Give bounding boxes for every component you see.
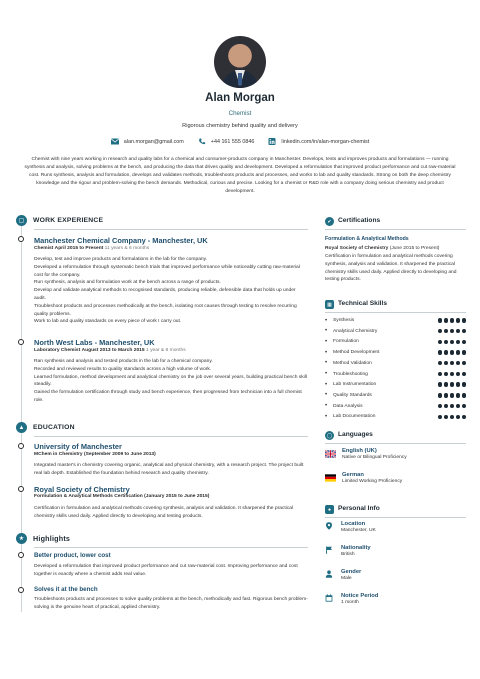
bullet-icon: • — [325, 413, 328, 420]
skill-rating — [438, 329, 466, 333]
rating-dot — [450, 340, 454, 344]
rating-dot — [462, 393, 466, 397]
list-item: Develop and validate analytical methods to recognised standards, producing reliable, defensible data that holds up under audit. — [34, 288, 296, 301]
skill-row — [325, 380, 466, 389]
job-bullets-1 — [34, 256, 308, 326]
graduation-cap-icon: ▲ — [16, 422, 27, 433]
rating-dot — [438, 361, 442, 365]
timeline-dot — [18, 486, 24, 492]
education-meta-1 — [34, 452, 156, 457]
personal-item-gender — [325, 569, 361, 581]
language-item-english — [325, 448, 407, 460]
rating-dot — [444, 340, 448, 344]
skill-row — [325, 359, 466, 368]
uk-flag-icon — [325, 450, 336, 458]
candidate-name: Alan Morgan — [205, 92, 275, 104]
rating-dot — [450, 318, 454, 322]
linkedin-icon — [268, 138, 276, 145]
email-text: alan.morgan@gmail.com — [123, 138, 184, 145]
certification-dates: (June 2015 to Present) — [389, 246, 440, 251]
briefcase-icon: ▢ — [16, 215, 27, 226]
skill-row — [325, 337, 466, 346]
language-level: Native or Bilingual Proficiency — [342, 455, 407, 460]
rating-dot — [462, 318, 466, 322]
skill-name: Analytical Chemistry — [333, 328, 378, 334]
rating-dot — [450, 350, 454, 354]
rating-dot — [450, 404, 454, 408]
rating-dot — [456, 393, 460, 397]
rating-dot — [450, 415, 454, 419]
skill-name: Quality Standards — [333, 392, 372, 398]
highlight-title-2: Solves it at the bench — [34, 586, 98, 593]
personal-label: Gender — [341, 569, 362, 575]
skill-rating — [438, 350, 466, 354]
timeline-dot — [18, 339, 24, 345]
skill-row — [325, 412, 466, 421]
education-title: EDUCATION — [33, 424, 75, 431]
bullet-icon: • — [325, 392, 328, 399]
bullet-icon: • — [325, 371, 328, 377]
personal-value: Manchester, UK — [341, 528, 376, 533]
skill-name: Method Development — [333, 350, 380, 356]
section-divider — [325, 229, 466, 230]
personal-info-title: Personal Info — [338, 505, 380, 512]
star-icon: ★ — [16, 533, 27, 544]
rating-dot — [462, 415, 466, 419]
education-dates-1: (September 2009 to June 2013) — [84, 452, 156, 457]
list-item: Gained the formulation certification through study and bench experience, then progressed from technician into a full chemist role. — [34, 390, 302, 403]
certification-issuer-line — [325, 245, 466, 253]
certification-text: Certification in formulation and analytical methods covering synthesis, analysis and validation. It sharpened the practical chemistry skills used daily. Applied directly to developing and testing products. — [325, 254, 457, 283]
rating-dot — [456, 329, 460, 333]
skill-rating — [438, 372, 466, 376]
languages-title: Languages — [338, 431, 373, 438]
calendar-icon — [325, 594, 333, 602]
list-item: Ran synthesis and analysis and tested products in the lab for a chemical company. — [34, 359, 213, 364]
rating-dot — [444, 350, 448, 354]
job-title-2: North West Labs - Manchester, UK — [34, 338, 155, 347]
rating-dot — [450, 372, 454, 376]
rating-dot — [444, 318, 448, 322]
section-divider — [34, 229, 308, 230]
skill-rating — [438, 340, 466, 344]
rating-dot — [456, 340, 460, 344]
bullet-icon: • — [325, 317, 328, 324]
timeline-dot — [18, 443, 24, 449]
education-header — [16, 422, 75, 433]
skill-name: Data Analysis — [333, 403, 363, 409]
person-icon — [325, 570, 333, 578]
job-duration-2: 1 year & 8 months — [145, 348, 186, 353]
skill-row — [325, 391, 466, 400]
rating-dot — [438, 329, 442, 333]
list-item: Developed a reformulation through systematic bench trials that improved performance while noticeably cutting raw-material cost for the company. — [34, 264, 300, 278]
education-dates-2: (January 2015 to June 2015) — [144, 494, 210, 499]
location-pin-icon — [325, 522, 333, 530]
personal-item-location — [325, 521, 376, 533]
job-meta-1 — [34, 246, 149, 251]
highlight-text-2: Troubleshoots products and processes to solve quality problems at the bench, methodically and fast. Rigorous bench problem-solving is the genuine heart of practical, applied chemistry. — [34, 597, 308, 610]
rating-dot — [462, 382, 466, 386]
language-name: English (UK) — [342, 448, 377, 454]
list-item: Run synthesis, analysis and formulation work at the bench across a range of products. — [34, 280, 221, 286]
rating-dot — [438, 350, 442, 354]
rating-dot — [444, 415, 448, 419]
certification-issuer: Royal Society of Chemistry — [325, 246, 389, 251]
skill-name: Troubleshooting — [333, 371, 368, 377]
linkedin-contact[interactable] — [268, 138, 369, 145]
section-divider — [325, 517, 466, 518]
rating-dot — [462, 361, 466, 365]
bullet-icon: • — [325, 360, 328, 367]
rating-dot — [444, 393, 448, 397]
rating-dot — [456, 350, 460, 354]
education-text-2: Certification in formulation and analytical methods covering synthesis, analysis and validation. It sharpened the practical chemistry skills used daily. Applied directly to developing and testing products. — [34, 506, 294, 519]
personal-label: Notice Period — [341, 593, 379, 599]
personal-item-notice-period — [325, 593, 378, 605]
work-experience-header — [16, 215, 103, 226]
rating-dot — [444, 382, 448, 386]
certifications-title: Certifications — [338, 217, 381, 224]
rating-dot — [462, 372, 466, 376]
job-dates-1: April 2015 to Present — [54, 246, 104, 251]
rating-dot — [456, 404, 460, 408]
skill-rating — [438, 382, 466, 386]
personal-label: Nationality — [341, 545, 371, 551]
id-card-icon: ● — [325, 505, 334, 514]
job-dates-2: August 2013 to March 2015 — [81, 348, 145, 353]
list-item: Learned formulation, method development and analytical chemistry on the job over several years, building practical bench skill steadily. — [34, 374, 307, 388]
phone-text: +44 161 555 0846 — [210, 138, 255, 145]
work-experience-title: WORK EXPERIENCE — [33, 217, 104, 224]
bullet-icon: • — [325, 338, 328, 345]
bullet-icon: • — [325, 403, 328, 410]
skill-rating — [438, 404, 466, 408]
skill-rating — [438, 318, 466, 322]
certification-name: Formulation & Analytical Methods — [325, 236, 409, 242]
skill-name: Method Validation — [333, 360, 372, 366]
email-contact[interactable] — [111, 138, 184, 145]
email-icon — [111, 138, 119, 145]
skill-name: Lab Instrumentation — [333, 382, 377, 388]
job-title: Chemist — [228, 110, 252, 117]
highlights-header — [16, 533, 70, 544]
skill-row — [325, 370, 466, 379]
personal-value: 1 month — [341, 600, 359, 605]
personal-value: British — [341, 552, 355, 557]
germany-flag-icon — [325, 474, 336, 482]
skill-rating — [438, 361, 466, 365]
education-meta-2 — [34, 494, 209, 499]
personal-item-nationality — [325, 545, 371, 557]
personal-value: Male — [341, 576, 352, 581]
job-bullets-2 — [34, 358, 308, 405]
list-item: Develop, test and improve products and formulations in the lab for the company. — [34, 257, 208, 262]
bullet-icon: • — [325, 381, 328, 388]
education-title-2: Royal Society of Chemistry — [34, 485, 130, 494]
list-item: Recorded and reviewed results to quality standards across a high volume of work. — [34, 366, 212, 372]
globe-icon: ◯ — [326, 432, 333, 439]
education-degree-2: Formulation & Analytical Methods Certification — [34, 494, 143, 499]
phone-icon — [198, 138, 206, 145]
rating-dot — [438, 393, 442, 397]
job-role-2: Laboratory Chemist — [34, 348, 81, 353]
rating-dot — [456, 318, 460, 322]
list-item: Troubleshoot products and processes methodically at the bench, isolating root causes through testing to resolve recurring quality problems. — [34, 303, 297, 317]
rating-dot — [450, 382, 454, 386]
phone-contact[interactable] — [198, 138, 255, 145]
rating-dot — [456, 372, 460, 376]
rating-dot — [438, 404, 442, 408]
skill-row — [325, 348, 466, 357]
rating-dot — [444, 361, 448, 365]
skill-row — [325, 402, 466, 411]
skill-row — [325, 327, 466, 336]
certificate-icon: ✔ — [325, 217, 334, 226]
bullet-icon: • — [325, 328, 328, 335]
rating-dot — [438, 318, 442, 322]
rating-dot — [438, 382, 442, 386]
section-divider — [325, 312, 466, 313]
language-item-german — [325, 472, 402, 484]
job-title-1: Manchester Chemical Company - Manchester, UK — [34, 236, 208, 245]
rating-dot — [450, 361, 454, 365]
rating-dot — [462, 329, 466, 333]
skill-name: Synthesis — [333, 318, 355, 323]
rating-dot — [462, 340, 466, 344]
rating-dot — [438, 415, 442, 419]
section-divider — [34, 547, 308, 548]
rating-dot — [462, 350, 466, 354]
rating-dot — [444, 372, 448, 376]
technical-skills-title: Technical Skills — [338, 300, 387, 307]
profile-summary: Chemist with nine years working in research and quality labs for a chemical and consumer-products company in Manchester. Develops, tests and improves products and formulations — running synthesis and analysis, solving problems at the bench, and producing the data that drives quality and development. Developed a reformulation that improved product performance and cut raw-material cost. Runs synthesis, analysis and formulation, develops and validates methods, troubleshoots products and processes, and works to lab and quality standards. Strong on both the deep chemistry knowledge and the rigour and problem-solving the bench demands. Methodical, curious and precise. Looking for a chemist or R&D role with a company doing serious chemistry and product development. — [24, 157, 456, 194]
linkedin-text: linkedin.com/in/alan-morgan-chemist — [281, 138, 370, 145]
rating-dot — [456, 361, 460, 365]
language-level: Limited Working Proficiency — [342, 479, 403, 484]
contact-bar — [0, 138, 480, 145]
skill-name: Formulation — [333, 339, 359, 345]
rating-dot — [444, 329, 448, 333]
section-divider — [34, 436, 308, 437]
rating-dot — [462, 404, 466, 408]
language-name: German — [342, 472, 364, 478]
highlight-title-1: Better product, lower cost — [34, 552, 111, 559]
bullet-icon: • — [325, 349, 328, 356]
highlight-text-1: Developed a reformulation that improved product performance and cut raw-material cost. Improving performance and cost together is exactly where a chemist adds real value. — [34, 564, 298, 577]
skill-name: Lab Documentation — [333, 414, 376, 420]
list-item: Work to lab and quality standards on every piece of work I carry out. — [34, 319, 182, 325]
highlights-title: Highlights — [33, 534, 71, 543]
profile-photo — [214, 36, 266, 88]
skill-row — [325, 316, 466, 325]
education-title-1: University of Manchester — [34, 442, 122, 451]
skill-rating — [438, 415, 466, 419]
education-text-1: Integrated master's in chemistry covering organic, analytical and physical chemistry, with a research project. The project built real lab depth. Established the foundation behind research and quality chemistry. — [34, 463, 304, 476]
tagline: Rigorous chemistry behind quality and delivery — [182, 123, 298, 129]
job-meta-2 — [34, 348, 186, 353]
section-divider — [325, 443, 466, 444]
rating-dot — [456, 382, 460, 386]
education-degree-1: MChem in Chemistry — [34, 452, 83, 457]
job-role-1: Chemist — [34, 246, 54, 251]
rating-dot — [438, 340, 442, 344]
rating-dot — [438, 372, 442, 376]
skill-rating — [438, 393, 466, 397]
rating-dot — [450, 329, 454, 333]
rating-dot — [456, 415, 460, 419]
timeline-dot — [18, 552, 24, 558]
personal-label: Location — [341, 521, 366, 527]
timeline-dot — [18, 587, 24, 593]
flask-icon: ▦ — [325, 300, 334, 309]
rating-dot — [444, 404, 448, 408]
flag-icon — [325, 546, 333, 554]
timeline-dot — [18, 236, 24, 242]
job-duration-1: 11 years & 6 months — [104, 246, 150, 251]
rating-dot — [450, 393, 454, 397]
